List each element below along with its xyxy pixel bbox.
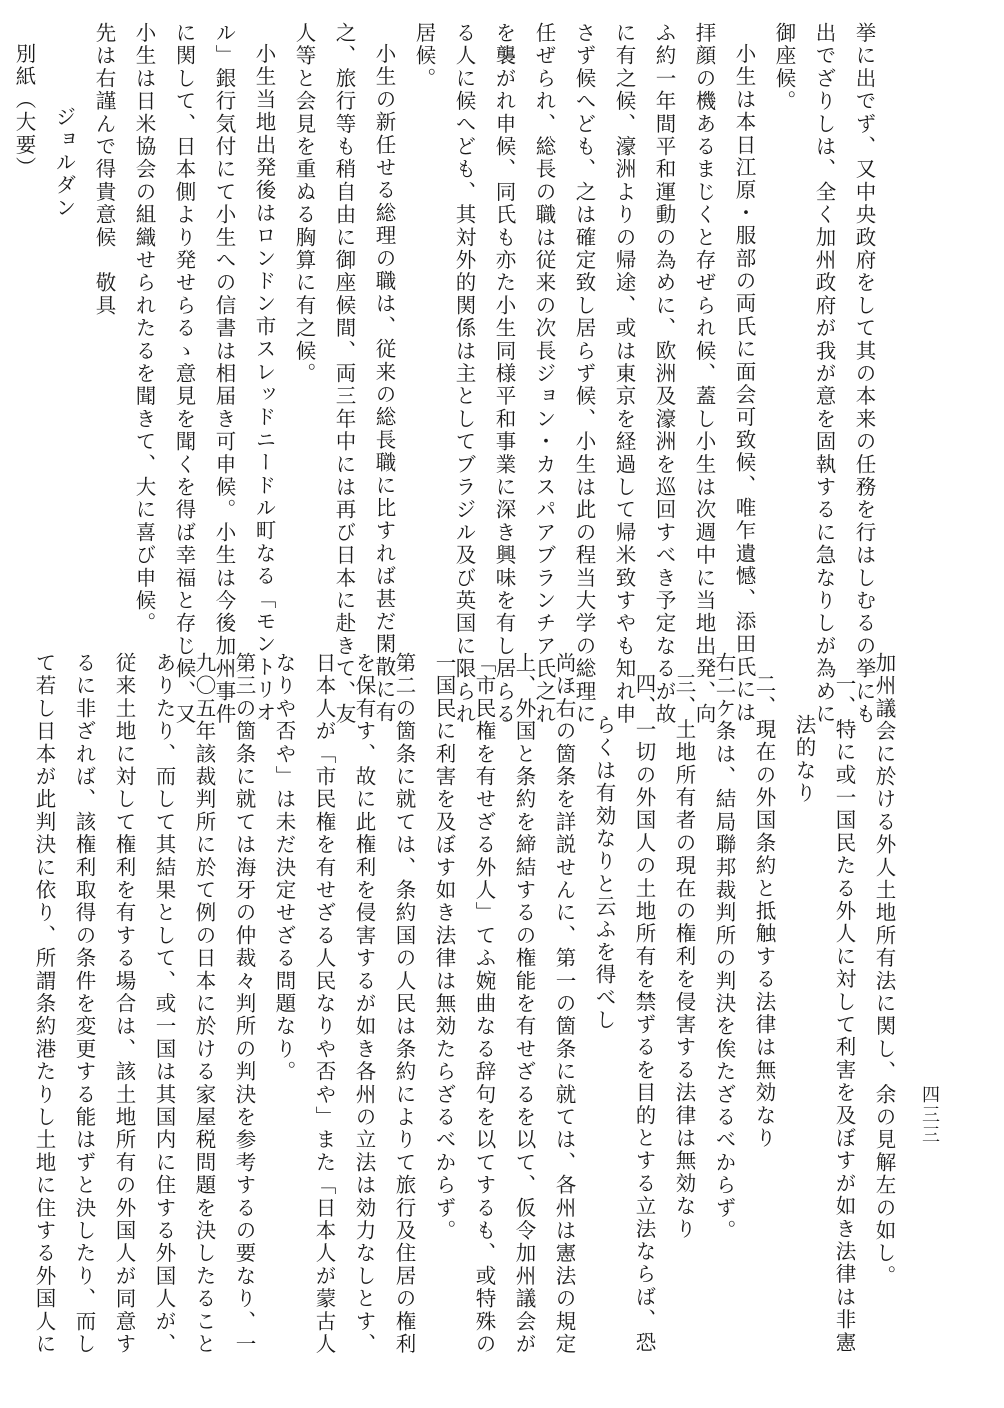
text-line: 小生の新任せる総理の職は、従来の総長職に比すれば甚だ閑散に有	[372, 43, 396, 724]
text-line: なりや否や」は未だ決定せざる問題なり。	[272, 652, 296, 1084]
text-line: 一、特に或一国民たる外人に対して利害を及ぼすが如き法律は非憲	[832, 673, 856, 1354]
text-line: て若し日本が此判決に依り、所謂条約港たりし土地に住する外国人に	[32, 652, 56, 1356]
text-line: ふ約一年間平和運動の為めに、欧洲及濠洲を巡回すべき予定なるが故	[652, 22, 676, 726]
text-line: 御座候。	[772, 22, 796, 113]
signatory: ジョルダン	[52, 106, 76, 220]
letter-body	[0, 22, 884, 726]
text-line: 「市民権を有せざる外人」てふ婉曲なる辞句を以てするも、或特殊の	[472, 652, 496, 1356]
text-line: 之、旅行等も稍自由に御座候間、両三年中には再び日本に赴きて、友	[332, 22, 356, 726]
text-line: 従来土地に対して権利を有する場合は、該土地所有の外国人が同意す	[112, 652, 136, 1356]
text-line: 尚ほ右の箇条を詳説せんに、第一の箇条に就ては、各州は憲法の規定	[552, 652, 576, 1356]
text-line: 二、現在の外国条約と抵触する法律は無効なり	[752, 673, 776, 1150]
text-line: 法的なり	[792, 714, 816, 805]
text-line: 挙に出でず、又中央政府をして其の本来の任務を行はしむるの挙にも	[852, 22, 876, 726]
text-line: 人等と会見を重ぬる胸算に有之候。	[292, 22, 316, 386]
text-line: 出でざりしは、全く加州政府が我が意を固執するに急なりしが為めに	[812, 22, 836, 726]
text-line: ありたり、而して其結果として、或一国は其国内に住する外国人が、	[152, 652, 176, 1356]
text-line: 三、土地所有者の現在の権利を侵害する法律は無効なり	[672, 673, 696, 1241]
text-line: に有之候、濠洲よりの帰途、或は東京を経過して帰米致すやも知れ申	[612, 22, 636, 726]
text-line: 一国民に利害を及ぼす如き法律は無効たらざるべからず。	[432, 652, 456, 1243]
text-line: 右二ケ条は、結局聯邦裁判所の判決を俟たざるべからず。	[712, 652, 736, 1243]
text-line: 拝顔の機あるまじくと存ぜられ候、蓋し小生は次週中に当地出発、向	[692, 22, 716, 726]
text-line: を保有す、故に此権利を侵害するが如き各州の立法は効力なしとす、	[352, 652, 376, 1356]
text-line: 小生は本日江原・服部の両氏に面会可致候、唯乍遺憾、添田氏には	[732, 43, 756, 724]
attachment-title	[0, 22, 4, 622]
text-line: 第三の箇条に就ては海牙の仲裁々判所の判決を参考するの要なり、一	[232, 652, 256, 1356]
text-line: 小生は日米協会の組織せられたるを聞きて、大に喜び申候。	[132, 22, 156, 635]
text-line: 小生当地出発後はロンドン市スレッドニードル町なる「モントリオ	[252, 43, 276, 724]
text-line: 第二の箇条に就ては、条約国の人民は条約によりて旅行及住居の権利	[392, 652, 416, 1356]
text-line: 任ぜられ、総長の職は従来の次長ジョン・カスパアブランチア氏之れ	[532, 22, 556, 726]
attachment-body	[24, 652, 904, 1372]
text-line: 上、外国と条約を締結するの権能を有せざるを以て、仮令加州議会が	[512, 652, 536, 1356]
text-line: に関して、日本側より発せらるゝ意見を聞くを得ば幸福と存じ候、又	[172, 22, 196, 726]
text-line: を襲がれ申候、同氏も亦た小生同様平和事業に深き興味を有し居らる	[492, 22, 516, 726]
text-line: 加州議会に於ける外人土地所有法に関し、余の見解左の如し。	[872, 652, 896, 1288]
text-line: るに非ざれば、該権利取得の条件を変更する能はずと決したり、而し	[72, 652, 96, 1356]
text-line: 日本人が「市民権を有せざる人民なりや否や」また「日本人が蒙古人	[312, 652, 336, 1356]
closing-line: 先は右謹んで得貴意候 敬具	[92, 22, 116, 318]
text-line: 四、一切の外国人の土地所有を禁ずるを目的とする立法ならば、恐	[632, 673, 656, 1354]
text-line: 九〇五年該裁判所に於て例の日本に於ける家屋税問題を決したること	[192, 652, 216, 1356]
text-line: ル」銀行気付にて小生への信書は相届き可申候。小生は今後加州事件	[212, 22, 236, 726]
text-line: さず候へども、之は確定致し居らず候、小生は此の程当大学の総理に	[572, 22, 596, 726]
text-line: る人に候へども、其対外的関係は主としてブラジル及び英国に限られ	[452, 22, 476, 726]
page-number: 四三三	[919, 1085, 940, 1145]
text-line: 居候。	[412, 22, 436, 91]
attachment-label: 別紙（大要）	[12, 43, 36, 180]
text-line: らくは有効なりと云ふを得べし	[592, 714, 616, 1032]
